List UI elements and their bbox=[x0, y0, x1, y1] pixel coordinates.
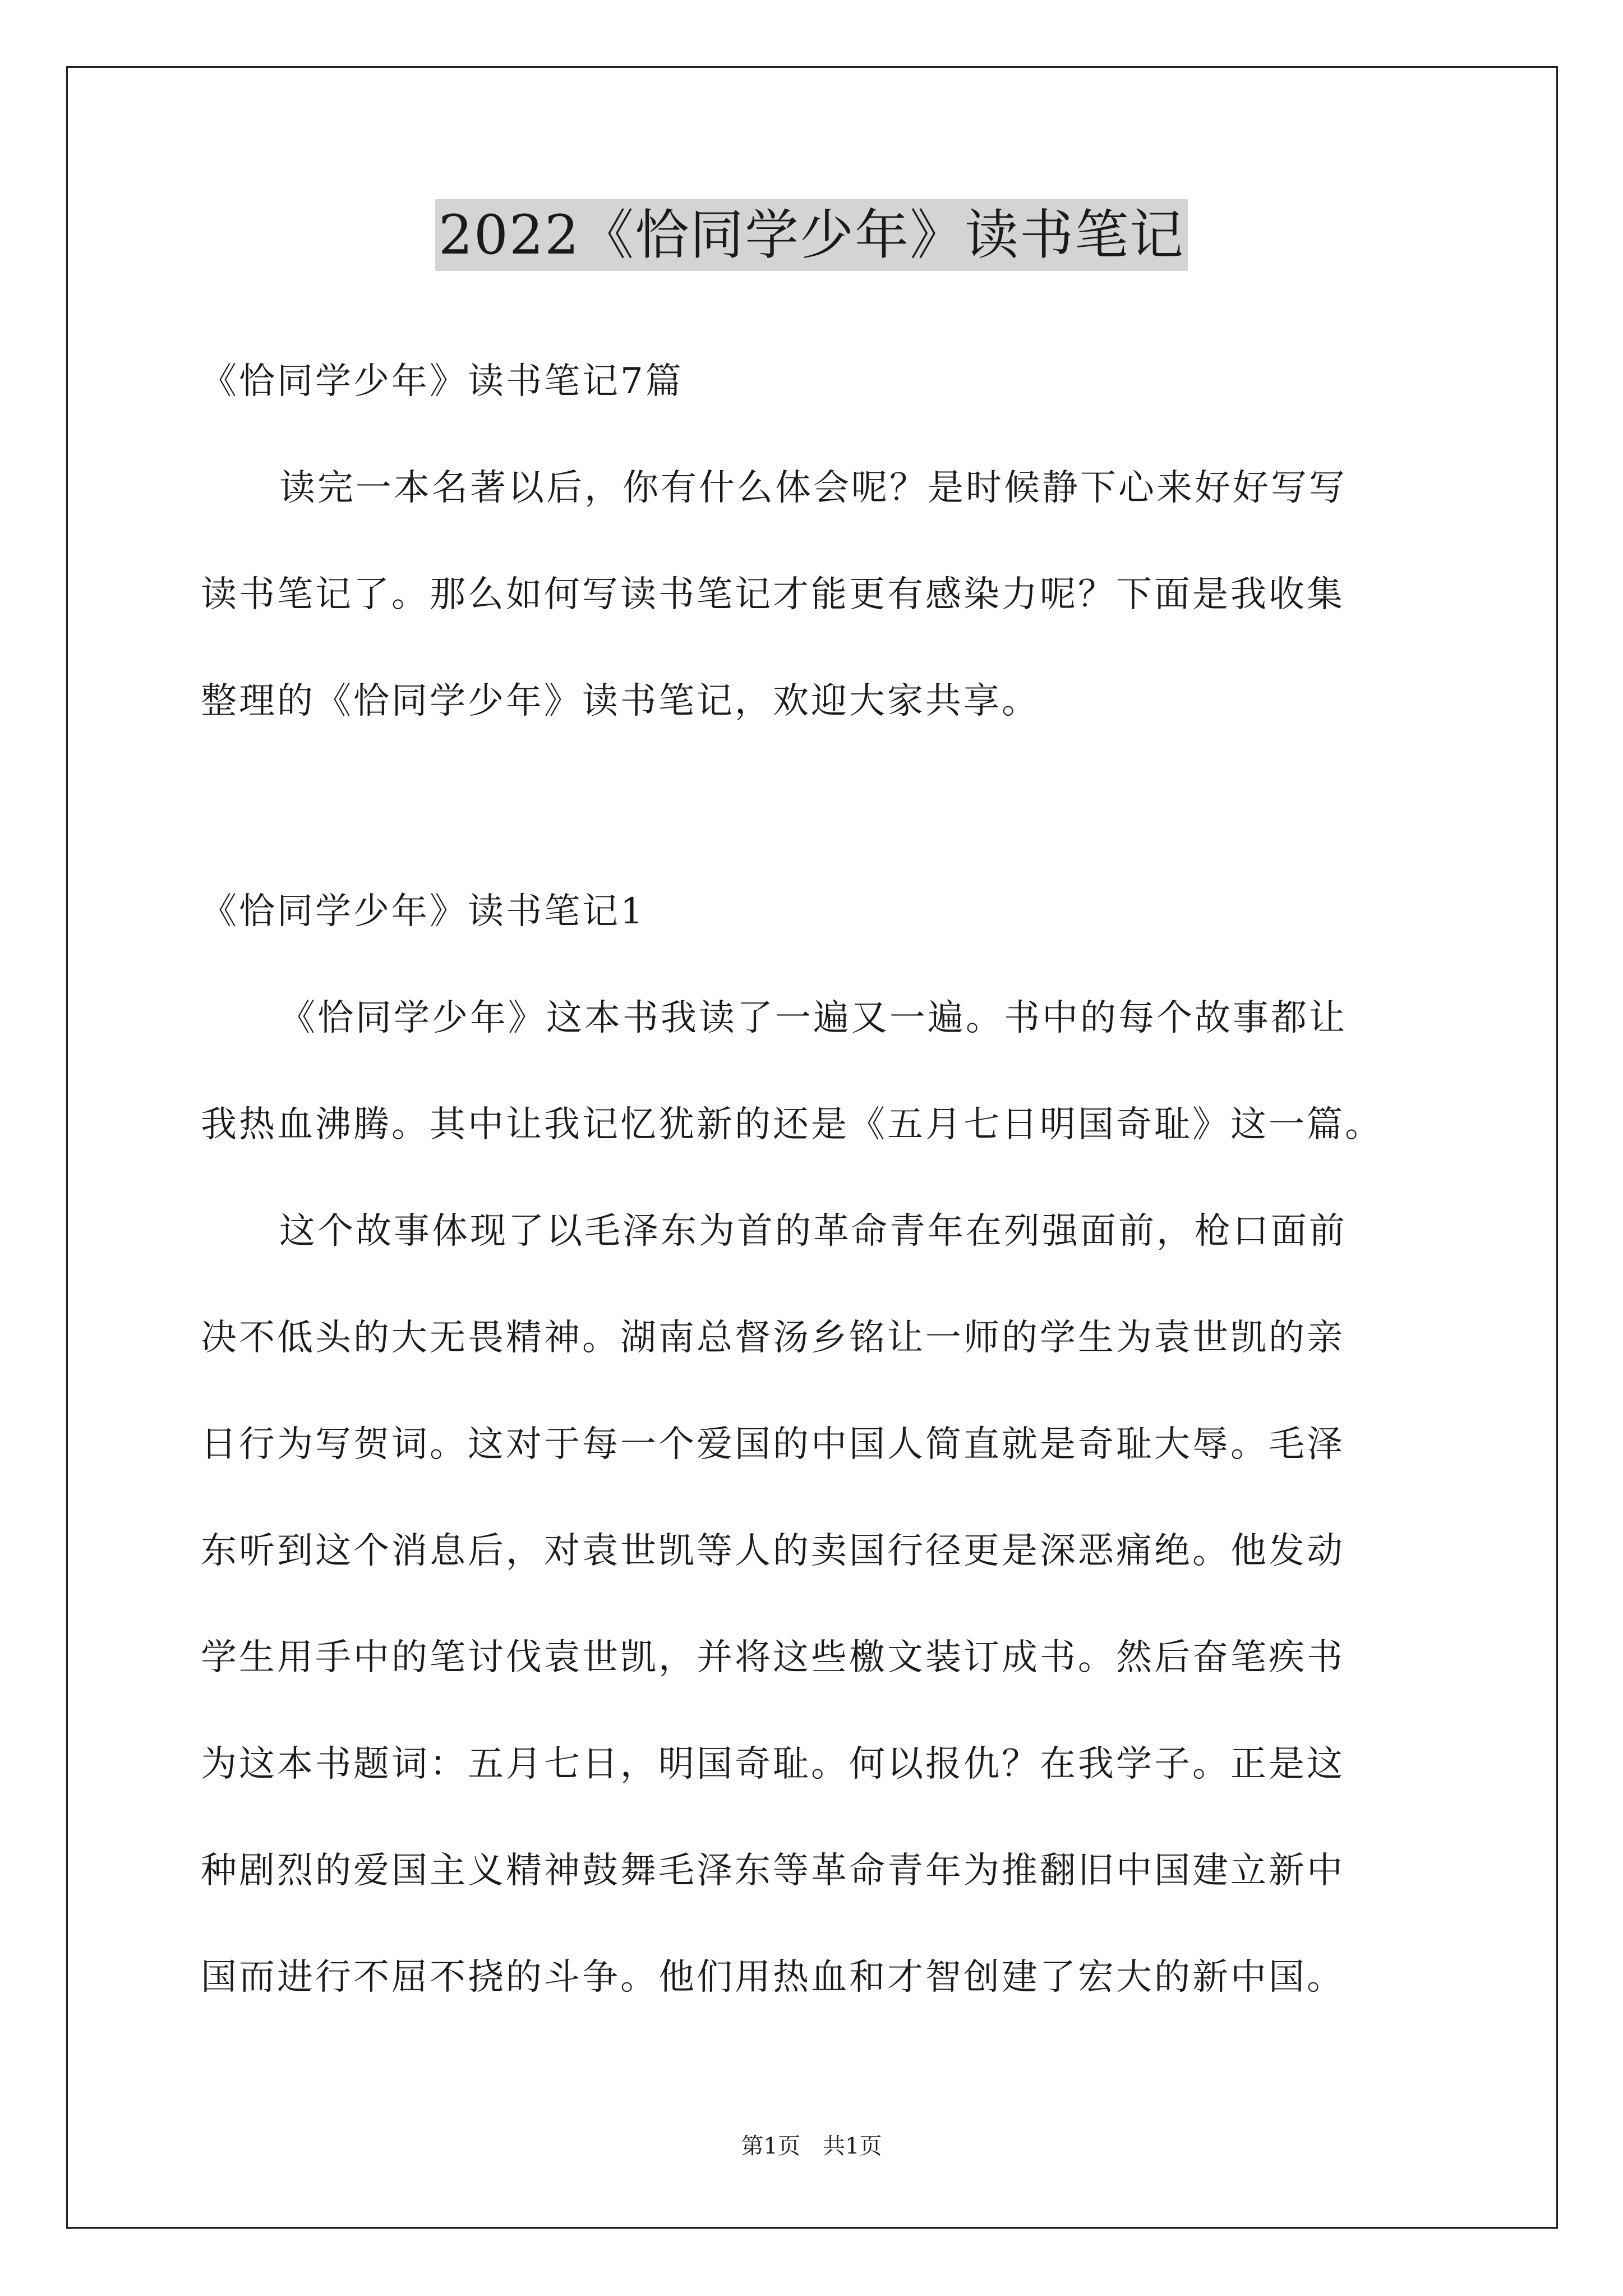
text-line: 东听到这个消息后，对袁世凯等人的卖国行径更是深恶痛绝。他发动 bbox=[201, 1530, 1345, 1572]
page-number-total: 共1页 bbox=[823, 2133, 882, 2159]
text-line: 《恰同学少年》这本书我读了一遍又一遍。书中的每个故事都让 bbox=[279, 997, 1347, 1039]
text-line: 我热血沸腾。其中让我记忆犹新的还是《五月七日明国奇耻》这一篇。 bbox=[201, 1104, 1383, 1145]
page-footer bbox=[0, 2132, 1623, 2161]
text-line: 决不低头的大无畏精神。湖南总督汤乡铭让一师的学生为袁世凯的亲 bbox=[201, 1317, 1345, 1359]
title-container bbox=[0, 199, 1623, 271]
text-line: 学生用手中的笔讨伐袁世凯，并将这些檄文装订成书。然后奋笔疾书 bbox=[201, 1637, 1345, 1678]
text-line: 读完一本名著以后，你有什么体会呢？是时候静下心来好好写写 bbox=[279, 467, 1347, 509]
text-line: 整理的《恰同学少年》读书笔记，欢迎大家共享。 bbox=[201, 680, 1040, 722]
section-heading: 《恰同学少年》读书笔记1 bbox=[201, 891, 645, 932]
text-line: 读书笔记了。那么如何写读书笔记才能更有感染力呢？下面是我收集 bbox=[201, 574, 1345, 615]
text-line: 日行为写贺词。这对于每一个爱国的中国人简直就是奇耻大辱。毛泽 bbox=[201, 1424, 1345, 1465]
subtitle-line: 《恰同学少年》读书笔记7篇 bbox=[201, 361, 684, 402]
text-line: 为这本书题词：五月七日，明国奇耻。何以报仇？在我学子。正是这 bbox=[201, 1743, 1345, 1785]
document-title: 2022《恰同学少年》读书笔记 bbox=[435, 199, 1188, 271]
text-line: 种剧烈的爱国主义精神鼓舞毛泽东等革命青年为推翻旧中国建立新中 bbox=[201, 1850, 1345, 1892]
text-line: 这个故事体现了以毛泽东为首的革命青年在列强面前，枪口面前 bbox=[279, 1211, 1347, 1252]
page-number-current: 第1页 bbox=[741, 2133, 800, 2159]
text-line: 国而进行不屈不挠的斗争。他们用热血和才智创建了宏大的新中国。 bbox=[201, 1957, 1345, 1998]
